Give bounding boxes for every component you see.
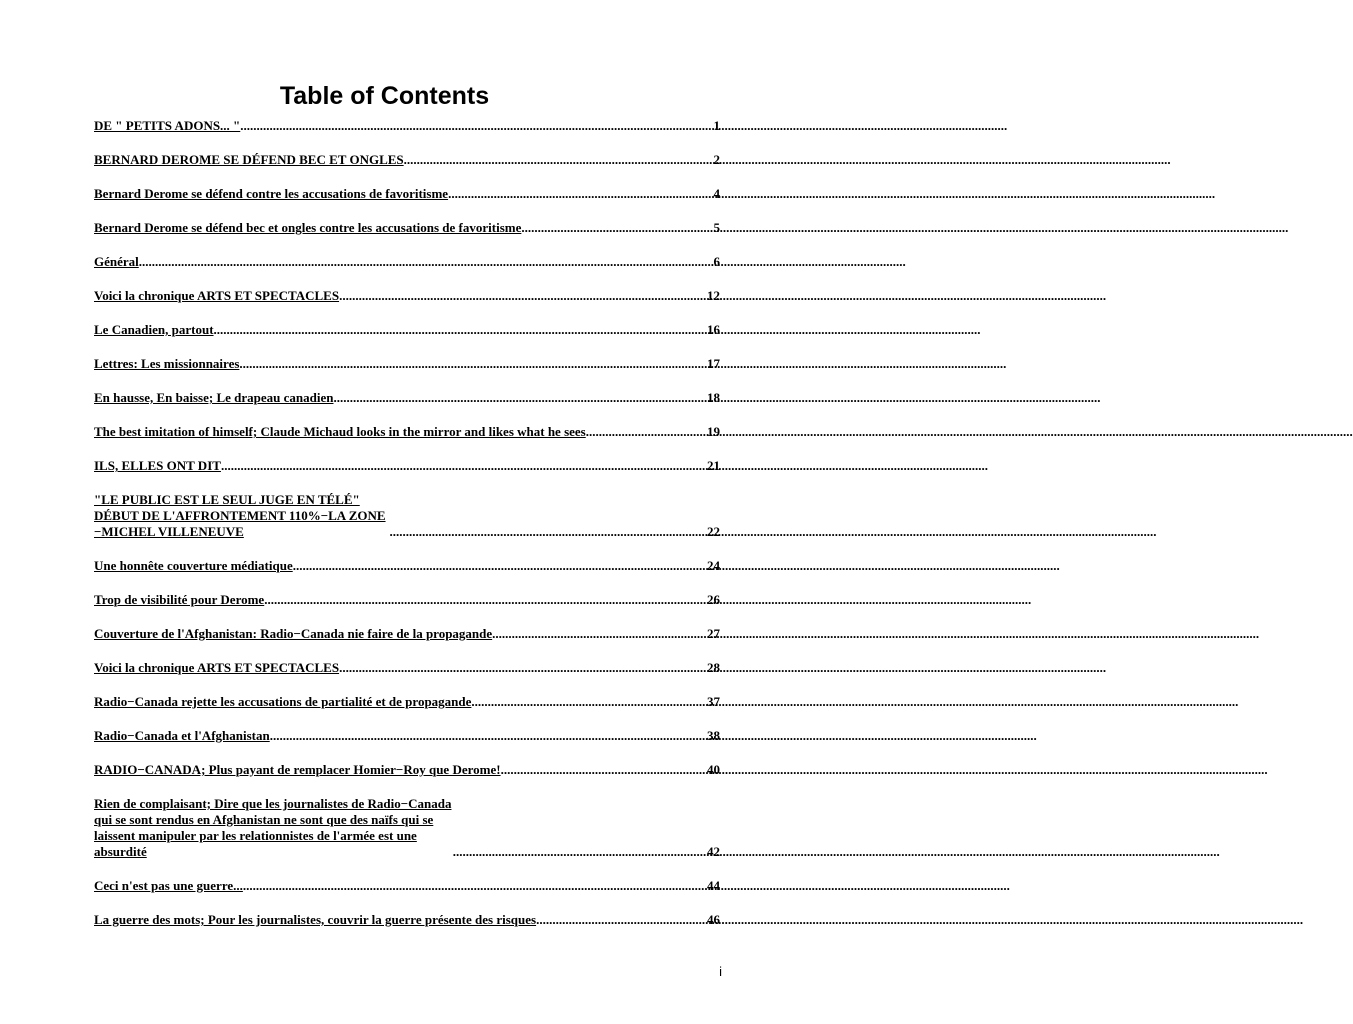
toc-entry[interactable] [94, 796, 720, 860]
toc-entry-title[interactable]: Rien de complaisant; Dire que les journalistes de Radio−Canada qui se sont rendus en Afghanistan ne sont que des naïfs qui se laissent manipuler par les relationnistes de l'armée est une absurdité [94, 796, 452, 859]
toc-entry-title[interactable]: Le Canadien, partout [94, 322, 214, 337]
dot-leader [293, 558, 707, 574]
toc-entry-page: 40 [707, 762, 720, 777]
toc-entry[interactable] [94, 728, 720, 744]
toc-entry-title[interactable]: DE " PETITS ADONS... " [94, 118, 241, 133]
table-of-contents [94, 118, 720, 928]
footer-page-number: i [719, 964, 722, 979]
dot-leader [471, 694, 707, 710]
toc-entry[interactable] [94, 878, 720, 894]
toc-entry[interactable] [94, 288, 720, 304]
toc-entry[interactable] [94, 660, 720, 676]
toc-entry-page: 37 [707, 694, 720, 709]
toc-entry[interactable] [94, 390, 720, 406]
dot-leader [214, 322, 707, 338]
toc-entry-page: 16 [707, 322, 720, 337]
toc-entry[interactable] [94, 592, 720, 608]
toc-entry-title[interactable]: Ceci n'est pas une guerre... [94, 878, 243, 893]
toc-entry[interactable] [94, 254, 720, 270]
toc-entry-title[interactable]: Radio−Canada et l'Afghanistan [94, 728, 270, 743]
toc-entry-page: 24 [707, 558, 720, 573]
toc-entry[interactable] [94, 558, 720, 574]
toc-entry[interactable] [94, 626, 720, 642]
toc-entry-page: 1 [713, 118, 720, 133]
toc-entry[interactable] [94, 762, 720, 778]
toc-entry-page: 12 [707, 288, 720, 303]
dot-leader [339, 288, 707, 304]
toc-entry-title[interactable]: Voici la chronique ARTS ET SPECTACLES [94, 288, 340, 303]
toc-entry-title[interactable]: Couverture de l'Afghanistan: Radio−Canada nie faire de la propagande [94, 626, 493, 641]
toc-entry-page: 4 [713, 186, 720, 201]
toc-entry-page: 38 [707, 728, 720, 743]
toc-entry-page: 26 [707, 592, 720, 607]
toc-entry-title[interactable]: Voici la chronique ARTS ET SPECTACLES [94, 660, 340, 675]
toc-entry[interactable] [94, 912, 720, 928]
page-title: Table of Contents [279, 82, 490, 110]
toc-entry-title[interactable]: The best imitation of himself; Claude Michaud looks in the mirror and likes what he sees [94, 424, 586, 439]
toc-entry-page: 42 [707, 844, 720, 859]
toc-entry[interactable] [94, 118, 720, 134]
dot-leader [221, 458, 707, 474]
dot-leader [492, 626, 707, 642]
dot-leader [270, 728, 707, 744]
toc-entry-page: 18 [707, 390, 720, 405]
toc-entry-page: 46 [707, 912, 720, 927]
toc-entry[interactable] [94, 424, 720, 440]
toc-entry-title[interactable]: Trop de visibilité pour Derome [94, 592, 265, 607]
dot-leader [264, 592, 707, 608]
dot-leader [333, 390, 707, 406]
toc-entry[interactable] [94, 492, 720, 540]
dot-leader [404, 152, 714, 168]
toc-entry-page: 5 [713, 220, 720, 235]
toc-entry-title[interactable]: La guerre des mots; Pour les journalistes, couvrir la guerre présente des risques [94, 912, 537, 927]
dot-leader [501, 762, 707, 778]
toc-entry-title[interactable]: Une honnête couverture médiatique [94, 558, 293, 573]
dot-leader [339, 660, 707, 676]
toc-entry-title[interactable]: "LE PUBLIC EST LE SEUL JUGE EN TÉLÉ" DÉBUT DE L'AFFRONTEMENT 110%−LA ZONE −MICHEL VILLENEUVE [94, 492, 386, 539]
dot-leader [240, 118, 713, 134]
dot-leader [586, 424, 707, 440]
dot-leader [536, 912, 707, 928]
dot-leader [139, 254, 714, 270]
toc-entry-title[interactable]: RADIO−CANADA; Plus payant de remplacer Homier−Roy que Derome! [94, 762, 501, 777]
toc-entry[interactable] [94, 458, 720, 474]
toc-entry-page: 19 [707, 424, 720, 439]
toc-entry-page: 6 [713, 254, 720, 269]
toc-entry-page: 44 [707, 878, 720, 893]
dot-leader [389, 524, 707, 540]
toc-entry-page: 17 [707, 356, 720, 371]
toc-entry-title[interactable]: BERNARD DEROME SE DÉFEND BEC ET ONGLES [94, 152, 404, 167]
toc-entry-page: 27 [707, 626, 720, 641]
toc-entry[interactable] [94, 152, 720, 168]
toc-entry[interactable] [94, 220, 720, 236]
toc-entry-title[interactable]: ILS, ELLES ONT DIT [94, 458, 221, 473]
dot-leader [239, 356, 707, 372]
toc-entry[interactable] [94, 322, 720, 338]
toc-entry-title[interactable]: Radio−Canada rejette les accusations de partialité et de propagande [94, 694, 472, 709]
toc-entry-title[interactable]: Bernard Derome se défend contre les accusations de favoritisme [94, 186, 449, 201]
toc-entry-page: 28 [707, 660, 720, 675]
dot-leader [453, 844, 707, 860]
toc-entry[interactable] [94, 356, 720, 372]
dot-leader [243, 878, 707, 894]
toc-entry-page: 21 [707, 458, 720, 473]
toc-entry[interactable] [94, 694, 720, 710]
toc-entry-title[interactable]: En hausse, En baisse; Le drapeau canadien [94, 390, 334, 405]
dot-leader [521, 220, 713, 236]
toc-entry-page: 22 [707, 524, 720, 539]
toc-entry-title[interactable]: Lettres: Les missionnaires [94, 356, 240, 371]
toc-entry-title[interactable]: Général [94, 254, 139, 269]
toc-entry[interactable] [94, 186, 720, 202]
toc-entry-page: 2 [713, 152, 720, 167]
dot-leader [448, 186, 713, 202]
toc-entry-title[interactable]: Bernard Derome se défend bec et ongles contre les accusations de favoritisme [94, 220, 522, 235]
